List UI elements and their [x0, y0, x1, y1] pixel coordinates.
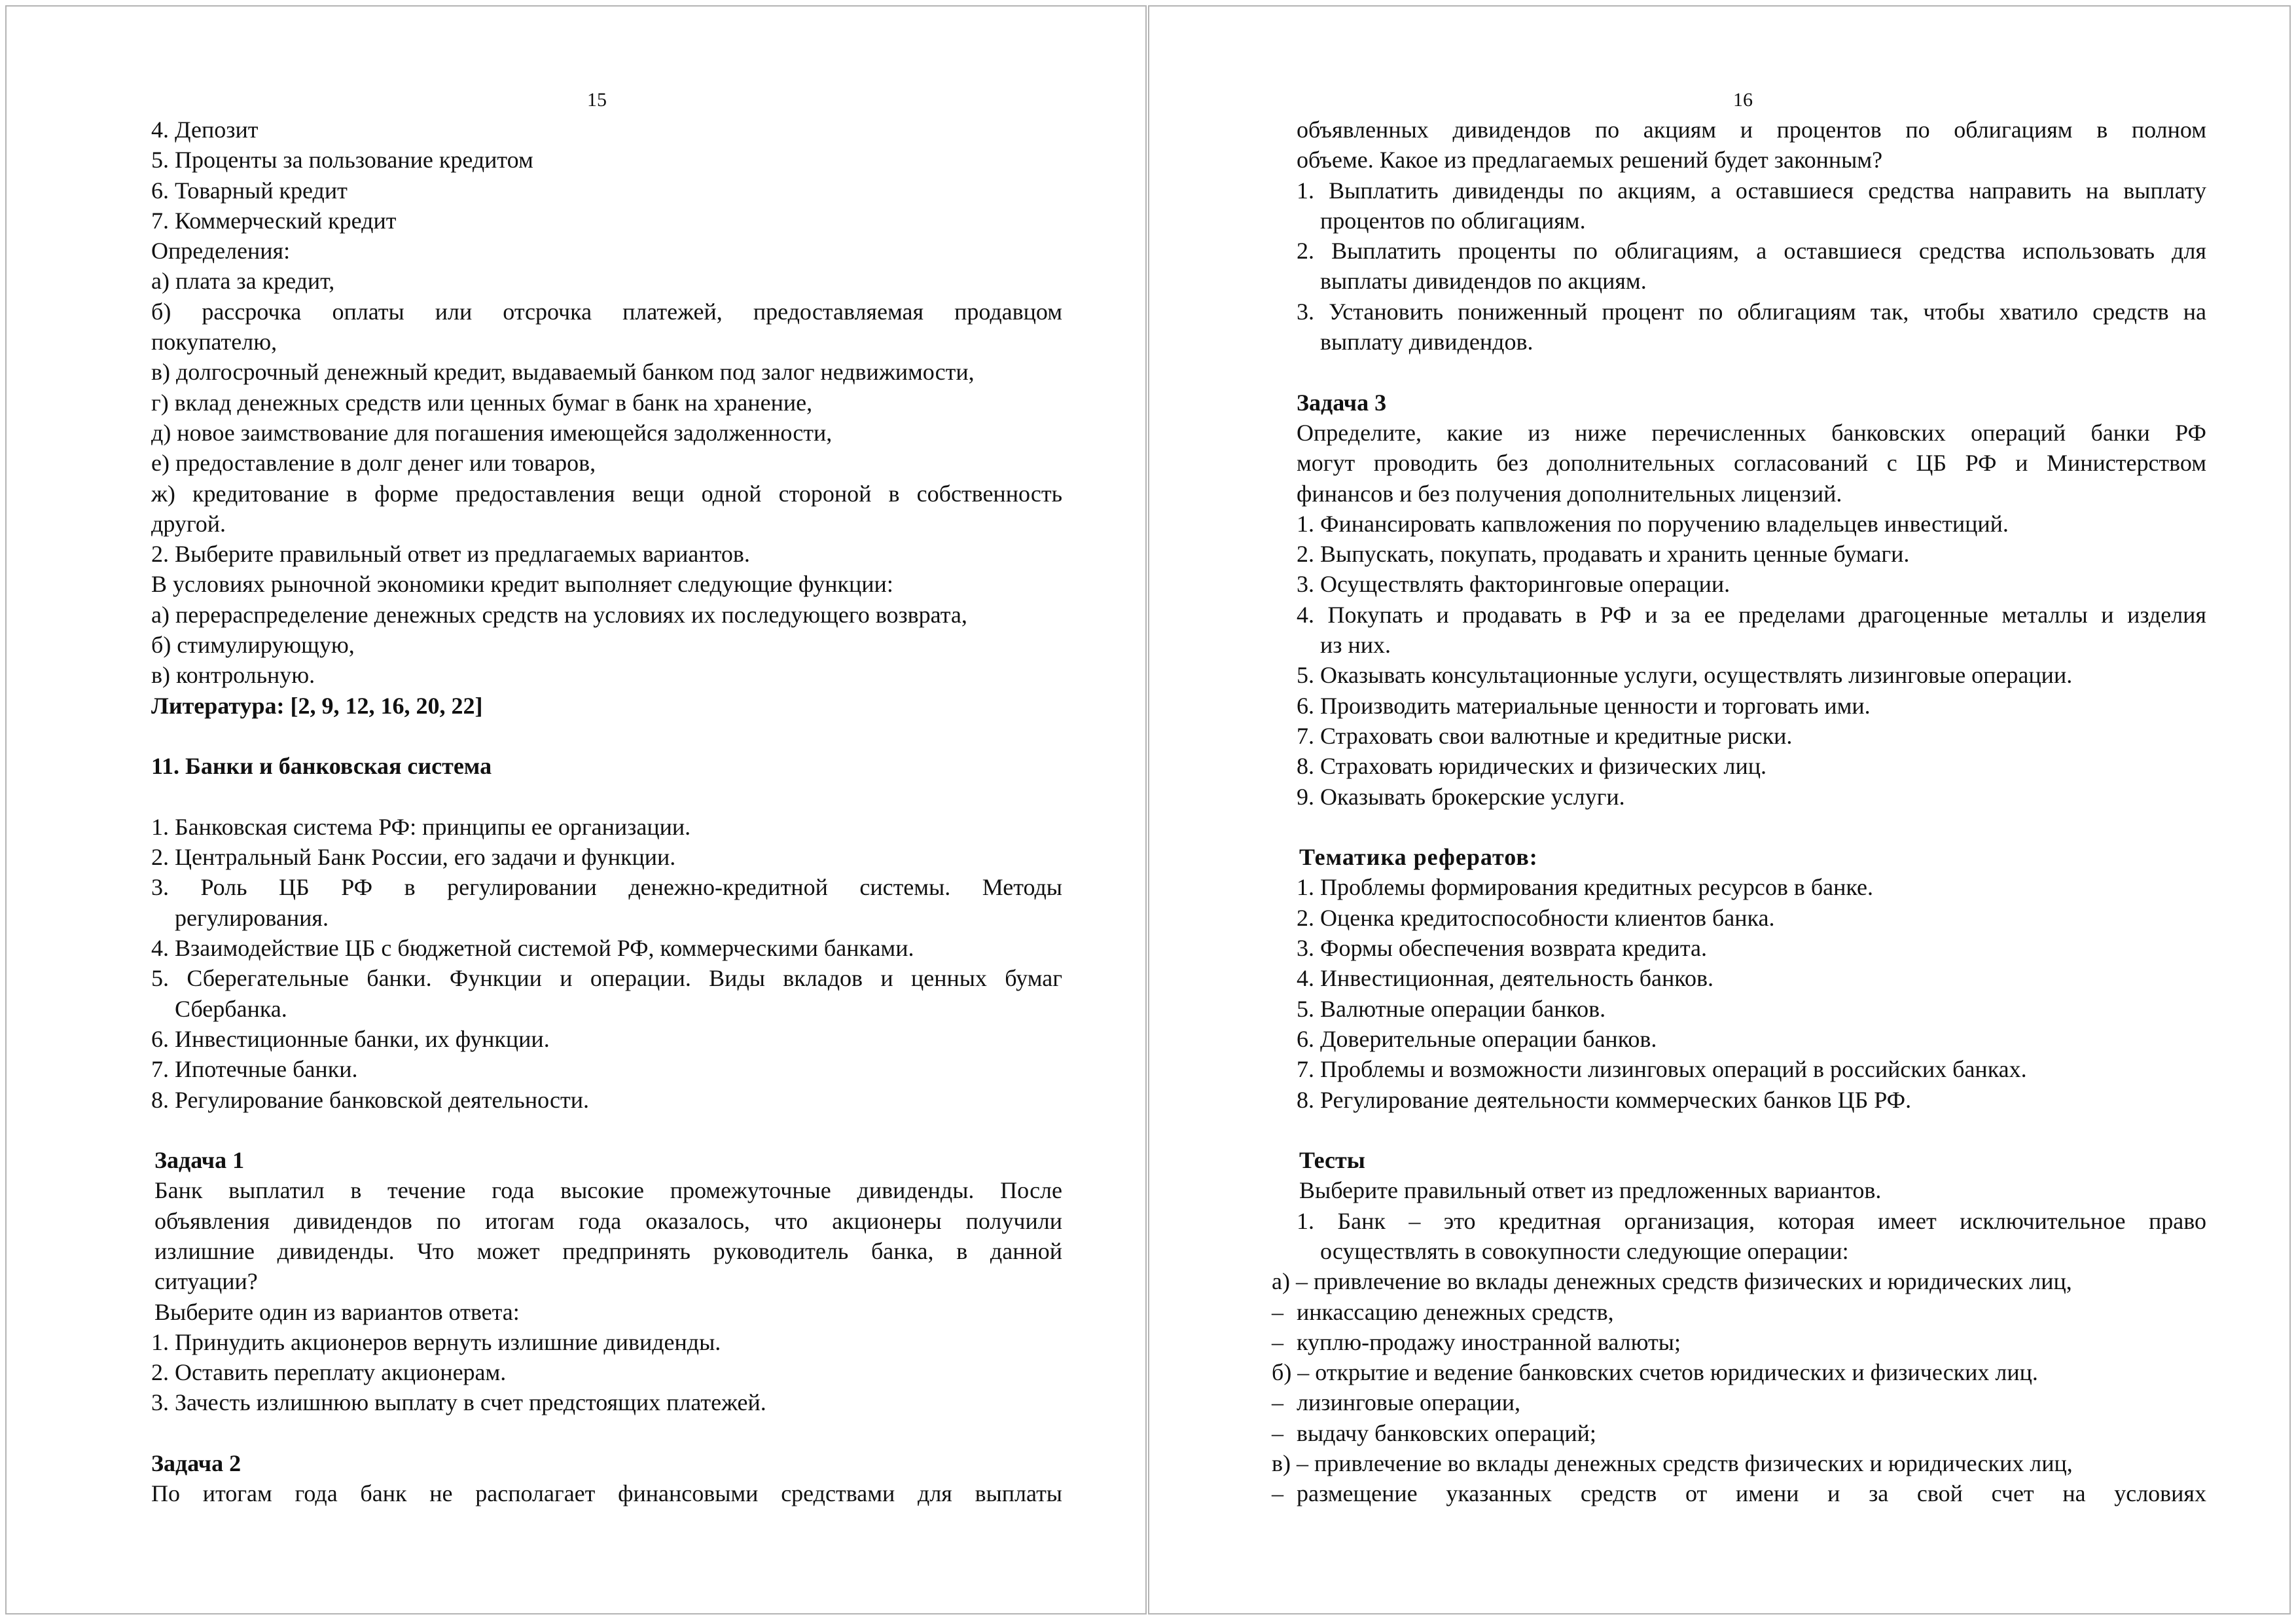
test-option-line: – инкассацию денежных средств, — [1272, 1297, 2206, 1327]
page-right — [1148, 5, 2291, 1614]
answer-option: 1. Выплатить дивиденды по акциям, а оставшиеся средства направить на выплату — [1297, 177, 2206, 204]
literature-reference: Литература: [2, 9, 12, 16, 20, 22] — [151, 692, 483, 719]
essay-topic: 7. Проблемы и возможности лизинговых операций в российских банках. — [1297, 1056, 2027, 1083]
task-title: Задача 1 — [154, 1147, 245, 1174]
term-item: 5. Проценты за пользование кредитом — [151, 147, 533, 173]
definition-item: ж) кредитование в форме предоставления вещи одной стороной в собственность — [151, 480, 1062, 507]
task-text: могут проводить без дополнительных согласований с ЦБ РФ и Министерством — [1297, 450, 2206, 477]
essay-topic: 8. Регулирование деятельности коммерческих банков ЦБ РФ. — [1297, 1086, 1912, 1113]
definition-item: б) рассрочка оплаты или отсрочка платежей, предоставляемая продавцом — [151, 298, 1062, 325]
definitions-heading: Определения: — [151, 238, 291, 264]
test-option-line: – выдачу банковских операций; — [1272, 1418, 2206, 1448]
answer-option: 3. Зачесть излишнюю выплату в счет предстоящих платежей. — [151, 1389, 766, 1416]
test-option-line: – размещение указанных средств от имени и за свой счет на условиях — [1272, 1478, 2206, 1508]
dash-marker: – — [1272, 1328, 1283, 1355]
test-question-cont: осуществлять в совокупности следующие операции: — [1320, 1237, 1849, 1264]
answer-option-cont: процентов по облигациям. — [1320, 207, 1586, 234]
definition-item-cont: другой. — [151, 510, 226, 537]
question-text: В условиях рыночной экономики кредит выполняет следующие функции: — [151, 571, 893, 598]
topic-item-cont: регулирования. — [175, 904, 329, 931]
list-item: 5. Оказывать консультационные услуги, осуществлять лизинговые операции. — [1297, 662, 2073, 689]
list-item-cont: из них. — [1320, 632, 1391, 659]
definition-item: е) предоставление в долг денег или товаров, — [151, 450, 596, 477]
test-option: в) – привлечение во вклады денежных средств физических и юридических лиц, — [1272, 1450, 2073, 1477]
question-title: 2. Выберите правильный ответ из предлагаемых вариантов. — [151, 541, 750, 568]
term-item: 6. Товарный кредит — [151, 177, 348, 204]
page-left — [5, 5, 1147, 1614]
dash-marker: – — [1272, 1389, 1283, 1416]
definition-item-cont: покупателю, — [151, 329, 278, 356]
answer-option-cont: выплату дивидендов. — [1320, 329, 1534, 356]
test-option-line: – лизинговые операции, — [1272, 1387, 2206, 1417]
topic-item: 2. Центральный Банк России, его задачи и функции. — [151, 844, 676, 871]
dash-marker: – — [1272, 1480, 1283, 1507]
term-item: 7. Коммерческий кредит — [151, 207, 397, 234]
topic-item: 7. Ипотечные банки. — [151, 1056, 358, 1083]
topic-item: 4. Взаимодействие ЦБ с бюджетной системой РФ, коммерческими банками. — [151, 935, 914, 962]
essay-topic: 3. Формы обеспечения возврата кредита. — [1297, 935, 1707, 962]
essay-topic: 2. Оценка кредитоспособности клиентов банка. — [1297, 904, 1775, 931]
topic-item: 5. Сберегательные банки. Функции и операции. Виды вкладов и ценных бумаг — [151, 965, 1062, 992]
answer-option: 1. Принудить акционеров вернуть излишние дивиденды. — [151, 1328, 721, 1355]
definition-item: а) плата за кредит, — [151, 268, 335, 295]
list-item: 2. Выпускать, покупать, продавать и хранить ценные бумаги. — [1297, 541, 1910, 568]
answer-option-cont: выплаты дивидендов по акциям. — [1320, 268, 1647, 295]
answer-option: в) контрольную. — [151, 662, 315, 689]
topic-item: 6. Инвестиционные банки, их функции. — [151, 1025, 550, 1052]
definition-item: в) долгосрочный денежный кредит, выдаваемый банком под залог недвижимости, — [151, 359, 975, 386]
topic-item: 3. Роль ЦБ РФ в регулировании денежно-кредитной системы. Методы — [151, 874, 1062, 901]
answer-option: а) перераспределение денежных средств на условиях их последующего возврата, — [151, 601, 967, 628]
page-content — [151, 115, 1062, 1509]
answer-option: 3. Установить пониженный процент по облигациям так, чтобы хватило средств на — [1297, 298, 2206, 325]
essay-topic: 5. Валютные операции банков. — [1297, 995, 1606, 1022]
task-text: По итогам года банк не располагает финансовыми средствами для выплаты — [151, 1480, 1062, 1507]
task-text: излишние дивиденды. Что может предпринять руководитель банка, в данной — [154, 1237, 1062, 1264]
section-title: 11. Банки и банковская система — [151, 753, 492, 780]
tests-title: Тесты — [1299, 1147, 1365, 1174]
list-item: 7. Страховать свои валютные и кредитные риски. — [1297, 722, 1793, 749]
test-option: а) – привлечение во вклады денежных средств физических и юридических лиц, — [1272, 1268, 2072, 1295]
list-item: 6. Производить материальные ценности и торговать ими. — [1297, 692, 1871, 719]
definition-item: д) новое заимствование для погашения имеющейся задолженности, — [151, 419, 833, 446]
task-text: объявления дивидендов по итогам года оказалось, что акционеры получили — [154, 1207, 1062, 1234]
test-option: б) – открытие и ведение банковских счетов юридических и физических лиц. — [1272, 1359, 2038, 1386]
task-text: ситуации? — [154, 1268, 258, 1295]
list-item: 8. Страховать юридических и физических лиц. — [1297, 753, 1767, 780]
answer-option: 2. Выплатить проценты по облигациям, а оставшиеся средства использовать для — [1297, 238, 2206, 264]
task-text: объявленных дивидендов по акциям и процентов по облигациям в полном — [1297, 117, 2206, 143]
page-number: 16 — [1733, 89, 1753, 111]
test-question: 1. Банк – это кредитная организация, которая имеет исключительное право — [1297, 1207, 2206, 1234]
essay-topic: 1. Проблемы формирования кредитных ресурсов в банке. — [1297, 874, 1873, 901]
list-item: 9. Оказывать брокерские услуги. — [1297, 783, 1625, 810]
task-text: финансов и без получения дополнительных лицензий. — [1297, 480, 1842, 507]
dash-marker: – — [1272, 1298, 1283, 1325]
task-text: Определите, какие из ниже перечисленных банковских операций банки РФ — [1297, 419, 2206, 446]
answer-option: б) стимулирующую, — [151, 632, 355, 659]
list-item: 1. Финансировать капвложения по поручению владельцев инвестиций. — [1297, 510, 2009, 537]
task-title: Задача 3 — [1297, 389, 1387, 416]
list-item: 4. Покупать и продавать в РФ и за ее пределами драгоценные металлы и изделия — [1297, 601, 2206, 628]
essay-topic: 6. Доверительные операции банков. — [1297, 1025, 1657, 1052]
topic-item: 8. Регулирование банковской деятельности. — [151, 1086, 589, 1113]
dash-marker: – — [1272, 1419, 1283, 1446]
definition-item: г) вклад денежных средств или ценных бумаг в банк на хранение, — [151, 389, 813, 416]
page-number: 15 — [587, 89, 607, 111]
task-title: Задача 2 — [151, 1450, 242, 1477]
task-text: объеме. Какое из предлагаемых решений будет законным? — [1297, 147, 1883, 173]
list-item: 3. Осуществлять факторинговые операции. — [1297, 571, 1731, 598]
essays-title: Тематика рефератов: — [1299, 844, 1538, 871]
topic-item-cont: Сбербанка. — [175, 995, 287, 1022]
page-content — [1272, 115, 2206, 1509]
topic-item: 1. Банковская система РФ: принципы ее организации. — [151, 813, 691, 840]
task-prompt: Выберите один из вариантов ответа: — [154, 1298, 520, 1325]
term-item: 4. Депозит — [151, 117, 259, 143]
tests-prompt: Выберите правильный ответ из предложенных вариантов. — [1299, 1177, 1882, 1204]
test-option-line: – куплю-продажу иностранной валюты; — [1272, 1327, 2206, 1357]
answer-option: 2. Оставить переплату акционерам. — [151, 1359, 507, 1386]
essay-topic: 4. Инвестиционная, деятельность банков. — [1297, 965, 1713, 992]
task-text: Банк выплатил в течение года высокие промежуточные дивиденды. После — [154, 1177, 1062, 1204]
